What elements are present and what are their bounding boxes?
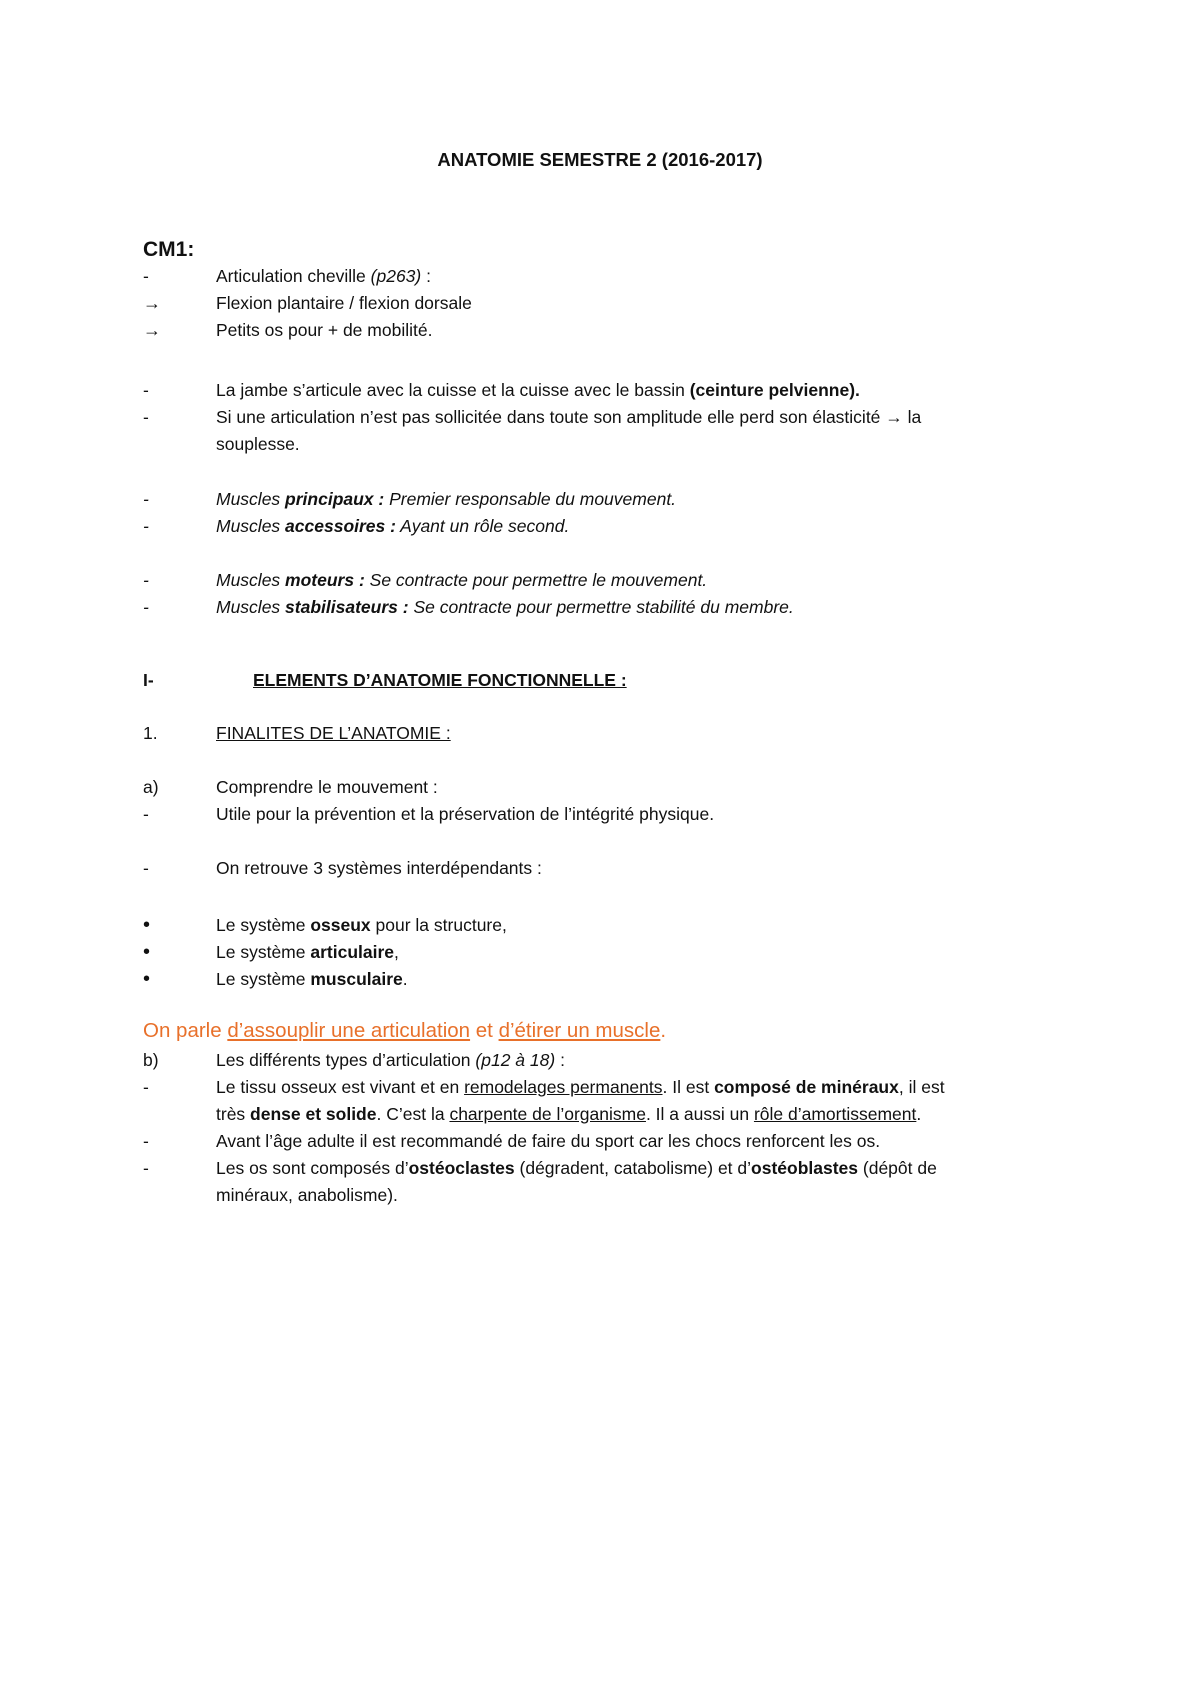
dash-marker: -	[143, 804, 149, 824]
list-item: → Flexion plantaire / flexion dorsale	[143, 290, 1063, 317]
list-item: - Muscles stabilisateurs : Se contracte pour permettre stabilité du membre.	[143, 594, 1063, 621]
list-item: • Le système articulaire,	[143, 939, 1063, 966]
dash-marker: -	[143, 1077, 149, 1097]
section-heading-cm1: CM1:	[143, 238, 195, 261]
list-item: a) Comprendre le mouvement :	[143, 777, 438, 797]
list-item: → Petits os pour + de mobilité.	[143, 317, 1063, 344]
list-item: - On retrouve 3 systèmes interdépendants :	[143, 855, 1063, 882]
subsection-heading: 1. FINALITES DE L’ANATOMIE :	[143, 723, 451, 743]
arrow-icon: →	[885, 407, 903, 427]
list-item: - Articulation cheville (p263) :	[143, 263, 1063, 290]
highlight-note: On parle d’assouplir une articulation et d’étirer un muscle.	[143, 1019, 667, 1042]
list-item: • Le système musculaire.	[143, 966, 1063, 993]
list-item: • Le système osseux pour la structure,	[143, 912, 1063, 939]
dash-marker: -	[143, 266, 149, 286]
list-item: - Avant l’âge adulte il est recommandé de faire du sport car les chocs renforcent les os.	[143, 1128, 1063, 1155]
list-item: - Utile pour la prévention et la préservation de l’intégrité physique.	[143, 801, 1063, 828]
list-item: - Les os sont composés d’ostéoclastes (dégradent, catabolisme) et d’ostéoblastes (dépôt de minéraux, anabolisme).	[143, 1155, 1063, 1209]
bullet-icon: •	[143, 968, 151, 990]
dash-marker: -	[143, 858, 149, 878]
bullet-icon: •	[143, 914, 151, 936]
dash-marker: -	[143, 516, 149, 536]
section-heading: I- ELEMENTS D’ANATOMIE FONCTIONNELLE :	[143, 670, 627, 690]
list-item: - La jambe s’articule avec la cuisse et la cuisse avec le bassin (ceinture pelvienne).	[143, 377, 1063, 404]
list-item: - Si une articulation n’est pas sollicitée dans toute son amplitude elle perd son élasticité → la souplesse.	[143, 404, 1063, 458]
dash-marker: -	[143, 1131, 149, 1151]
dash-marker: -	[143, 1158, 149, 1178]
dash-marker: -	[143, 407, 149, 427]
dash-marker: -	[143, 570, 149, 590]
dash-marker: -	[143, 489, 149, 509]
document-title: ANATOMIE SEMESTRE 2 (2016-2017)	[437, 149, 763, 170]
list-item: - Muscles principaux : Premier responsable du mouvement.	[143, 486, 1063, 513]
dash-marker: -	[143, 597, 149, 617]
bullet-icon: •	[143, 941, 151, 963]
arrow-icon: →	[143, 293, 161, 313]
list-item: - Le tissu osseux est vivant et en remodelages permanents. Il est composé de minéraux, il est très dense et solide. C’est la charpente de l’organisme. Il a aussi un rôle d’amortissement.	[143, 1074, 1063, 1128]
list-item: - Muscles moteurs : Se contracte pour permettre le mouvement.	[143, 567, 1063, 594]
list-item: - Muscles accessoires : Ayant un rôle second.	[143, 513, 1063, 540]
dash-marker: -	[143, 380, 149, 400]
list-item: b) Les différents types d’articulation (p12 à 18) :	[143, 1050, 565, 1070]
arrow-icon: →	[143, 320, 161, 340]
